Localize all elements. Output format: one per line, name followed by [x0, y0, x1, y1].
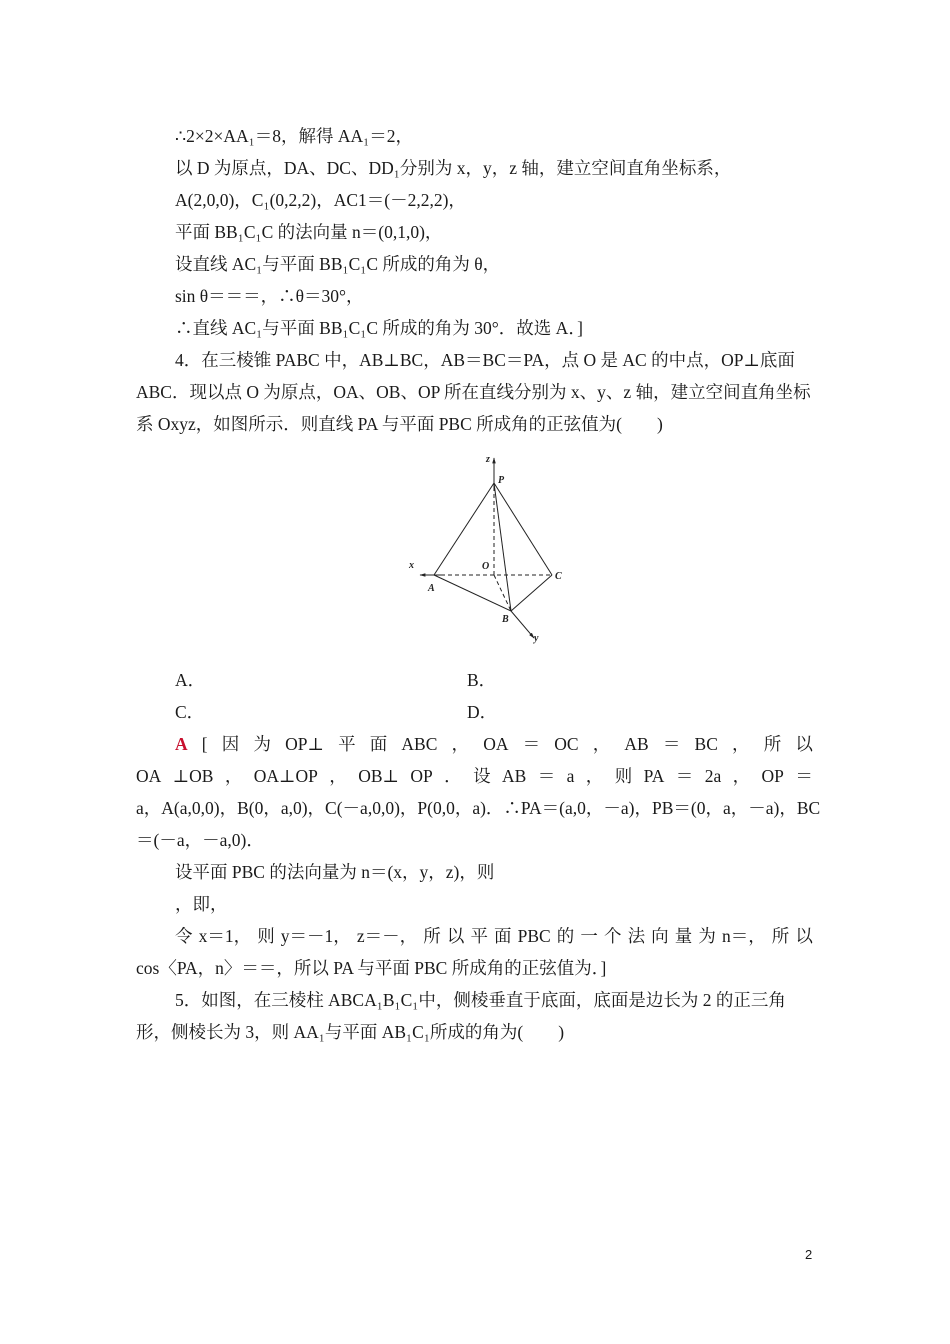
- answer-letter: A: [175, 734, 188, 754]
- option-a: A．: [175, 670, 206, 690]
- label-c: C: [555, 571, 562, 582]
- text-line: 以 D 为原点，DA、DC、DD₁分别为 x，y，z 轴，建立空间直角坐标系，: [175, 158, 732, 178]
- edge-pb: [494, 483, 511, 611]
- text-line: ∴2×2×AA₁＝8，解得 AA₁＝2，: [175, 126, 414, 146]
- edge-cb: [511, 575, 552, 611]
- option-b: B．: [467, 670, 497, 690]
- question-4-line: ABC．现以点 O 为原点，OA、OB、OP 所在直线分别为 x、y、z 轴，建立空间直角坐标: [136, 382, 811, 402]
- label-p: P: [498, 475, 505, 486]
- label-y: y: [534, 633, 539, 644]
- label-x: x: [409, 560, 414, 571]
- answer-line-3: a，A(a,0,0)，B(0，a,0)，C(－a,0,0)，P(0,0，a)．∴PA＝(a,0，－a)，PB＝(0，a，－a)，BC: [136, 798, 821, 818]
- question-5-line: 5．如图，在三棱柱 ABCA₁B₁C₁中，侧棱垂直于底面，底面是边长为 2 的正三角: [175, 990, 786, 1010]
- option-c: C．: [175, 702, 205, 722]
- answer-line-1: A [ 因 为 OP⊥ 平 面 ABC ， OA ＝ OC ， AB ＝ BC ， 所 以: [175, 734, 813, 754]
- text-line: ∴直线 AC₁与平面 BB₁C₁C 所成的角为 30°．故选 A．]: [175, 318, 583, 338]
- label-o: O: [482, 561, 490, 572]
- answer-line-8: cos〈PA，n〉＝＝，所以 PA 与平面 PBC 所成角的正弦值为．]: [136, 958, 607, 978]
- text-line: A(2,0,0)，C₁(0,2,2)，AC1＝(－2,2,2)，: [175, 190, 466, 210]
- page-number: 2: [805, 1247, 813, 1262]
- option-d: D．: [467, 702, 498, 722]
- edge-pc: [494, 483, 552, 575]
- answer-line-2: OA ⊥OB ， OA⊥OP ， OB⊥ OP ． 设 AB ＝ a ， 则 PA ＝ 2a ， OP ＝: [136, 766, 813, 786]
- pyramid-coordinate-figure: [400, 448, 580, 648]
- y-axis-arrow: [511, 611, 534, 638]
- question-4-line: 4．在三棱锥 PABC 中，AB⊥BC，AB＝BC＝PA，点 O 是 AC 的中点，OP⊥底面: [175, 350, 795, 370]
- answer-line-5: 设平面 PBC 的法向量为 n＝(x，y，z)，则: [175, 862, 495, 882]
- answer-line-6: ，即，: [175, 894, 228, 914]
- answer-line-4: ＝(－a，－a,0)．: [136, 830, 264, 850]
- text-line: 平面 BB₁C₁C 的法向量 n＝(0,1,0)，: [175, 222, 443, 242]
- label-b: B: [502, 614, 509, 625]
- answer-line-7: 令 x＝1， 则 y＝－1， z＝－， 所 以 平 面 PBC 的 一 个 法 向 量 为 n＝， 所 以: [175, 926, 813, 946]
- label-z: z: [486, 454, 490, 465]
- question-5-line: 形，侧棱长为 3，则 AA₁与平面 AB₁C₁所成的角为( ): [136, 1022, 565, 1042]
- label-a: A: [428, 583, 435, 594]
- edge-ab: [434, 575, 511, 611]
- text-line: sin θ＝＝＝，∴θ＝30°，: [175, 286, 364, 306]
- question-4-line: 系 Oxyz，如图所示．则直线 PA 与平面 PBC 所成角的正弦值为( ): [136, 414, 663, 434]
- text-line: 设直线 AC₁与平面 BB₁C₁C 所成的角为 θ，: [175, 254, 501, 274]
